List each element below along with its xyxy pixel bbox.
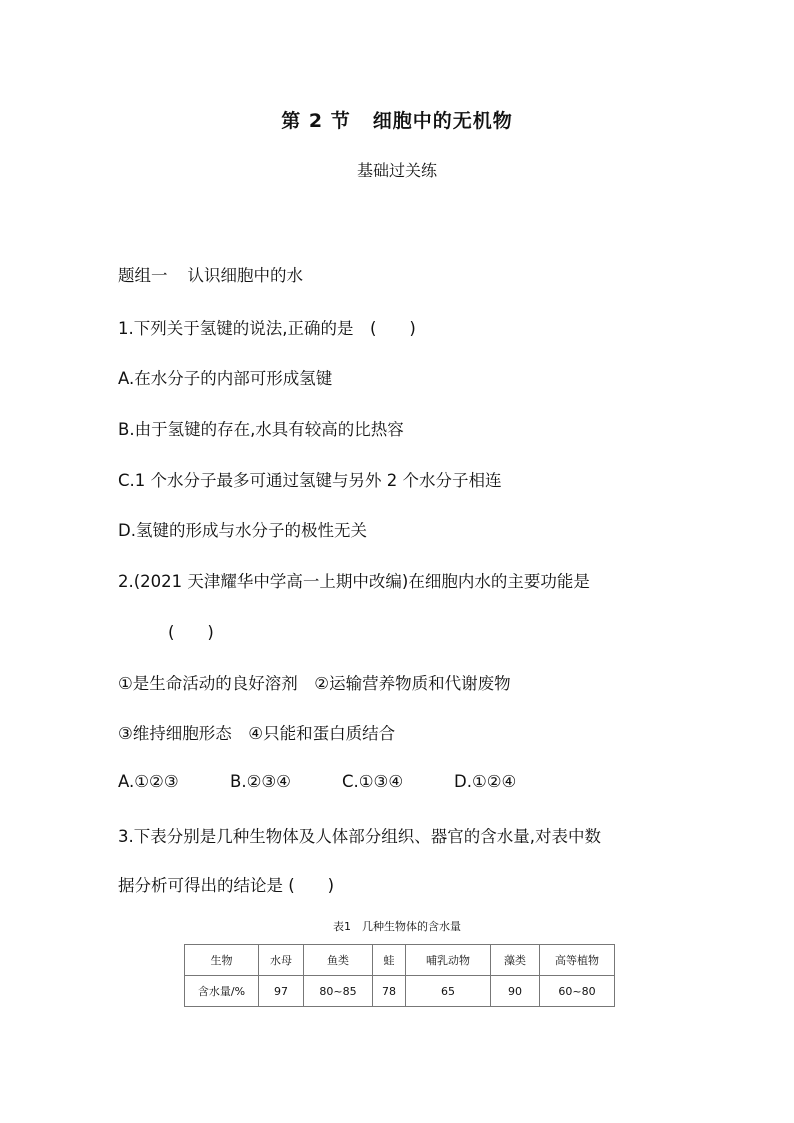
q3-stem-line1: 3.下表分别是几种生物体及人体部分组织、器官的含水量,对表中数	[118, 827, 601, 846]
q1-option-d: D.氢键的形成与水分子的极性无关	[118, 521, 367, 540]
table-cell: 含水量/%	[185, 976, 259, 1007]
table-header-cell: 哺乳动物	[406, 945, 491, 976]
section-topic: 认识细胞中的水	[187, 266, 303, 285]
table-header-cell: 藻类	[491, 945, 540, 976]
q3-stem-line2: 据分析可得出的结论是 ( )	[118, 876, 335, 895]
q2-option-a: A.①②③	[118, 772, 179, 791]
table-header-cell: 鱼类	[304, 945, 373, 976]
section-label: 题组一	[118, 266, 168, 285]
q2-stem: 2.(2021 天津耀华中学高一上期中改编)在细胞内水的主要功能是	[118, 572, 590, 591]
q1-option-b: B.由于氢键的存在,水具有较高的比热容	[118, 420, 404, 439]
q1-option-a: A.在水分子的内部可形成氢键	[118, 369, 333, 388]
table-header-cell: 高等植物	[540, 945, 615, 976]
page-subtitle: 基础过关练	[356, 161, 437, 180]
q2-option-c: C.①③④	[342, 772, 404, 791]
table-cell: 65	[406, 976, 491, 1007]
table-cell: 80~85	[304, 976, 373, 1007]
title-section-number: 第 2 节	[281, 110, 351, 132]
q2-options	[118, 772, 516, 791]
table-header-row	[185, 945, 615, 976]
page-title	[0, 106, 794, 133]
table-row	[185, 976, 615, 1007]
q2-bracket: ( )	[168, 623, 214, 642]
q1-option-c: C.1 个水分子最多可通过氢键与另外 2 个水分子相连	[118, 471, 502, 490]
section-heading	[118, 262, 303, 286]
table-header-cell: 生物	[185, 945, 259, 976]
q1-stem: 1.下列关于氢键的说法,正确的是 ( )	[118, 319, 416, 338]
title-topic: 细胞中的无机物	[372, 110, 513, 132]
water-content-table	[184, 944, 615, 1007]
table-caption: 表1 几种生物体的含水量	[333, 920, 461, 933]
q2-option-d: D.①②④	[454, 772, 517, 791]
q2-items-line1: ①是生命活动的良好溶剂 ②运输营养物质和代谢废物	[118, 674, 511, 693]
q2-option-b: B.②③④	[230, 772, 291, 791]
table-cell: 97	[259, 976, 304, 1007]
table-cell: 78	[373, 976, 406, 1007]
table-cell: 90	[491, 976, 540, 1007]
table-header-cell: 水母	[259, 945, 304, 976]
q2-items-line2: ③维持细胞形态 ④只能和蛋白质结合	[118, 724, 396, 743]
table-header-cell: 蛙	[373, 945, 406, 976]
table-cell: 60~80	[540, 976, 615, 1007]
